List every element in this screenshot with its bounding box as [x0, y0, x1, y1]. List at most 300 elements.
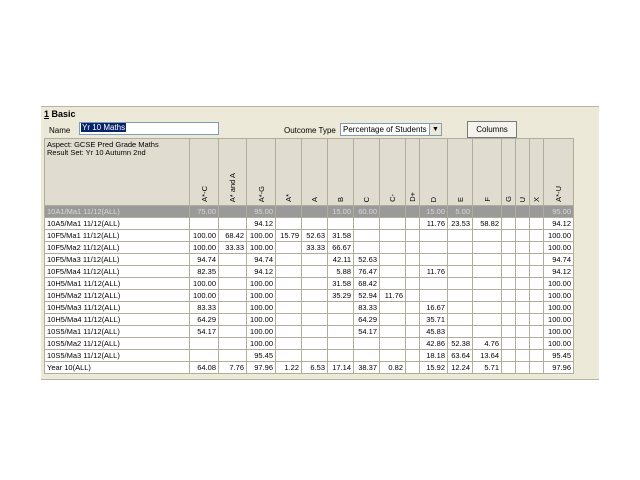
table-cell: [219, 218, 247, 230]
table-cell: [380, 278, 406, 290]
table-cell: [516, 230, 530, 242]
table-cell: [302, 314, 328, 326]
table-cell: [406, 206, 420, 218]
table-cell: 64.29: [354, 314, 380, 326]
panel-title: [44, 109, 76, 119]
table-row[interactable]: [45, 278, 574, 290]
table-cell: [380, 230, 406, 242]
table-cell: [530, 266, 544, 278]
row-label: 10A5/Ma1 11/12(ALL): [45, 218, 190, 230]
table-cell: [328, 338, 354, 350]
table-cell: [406, 314, 420, 326]
table-cell: [190, 218, 219, 230]
table-cell: [502, 266, 516, 278]
table-cell: [406, 218, 420, 230]
row-label: 10H5/Ma1 11/12(ALL): [45, 278, 190, 290]
table-cell: [530, 278, 544, 290]
table-cell: [328, 314, 354, 326]
table-row[interactable]: [45, 266, 574, 278]
table-cell: [380, 254, 406, 266]
table-cell: [380, 266, 406, 278]
table-cell: [406, 350, 420, 362]
table-cell: [354, 230, 380, 242]
table-cell: [406, 362, 420, 374]
table-cell: 17.14: [328, 362, 354, 374]
table-cell: 100.00: [190, 242, 219, 254]
table-cell: [530, 230, 544, 242]
table-cell: [448, 290, 473, 302]
table-cell: [406, 254, 420, 266]
table-cell: 35.71: [420, 314, 448, 326]
table-cell: 64.08: [190, 362, 219, 374]
table-cell: 97.96: [544, 362, 574, 374]
table-cell: 83.33: [354, 302, 380, 314]
table-cell: 94.74: [247, 254, 276, 266]
table-cell: 100.00: [544, 242, 574, 254]
table-cell: 11.76: [380, 290, 406, 302]
table-cell: [276, 218, 302, 230]
table-cell: 100.00: [544, 278, 574, 290]
table-cell: [302, 350, 328, 362]
column-header-label: A*-U: [554, 186, 563, 202]
table-cell: [516, 302, 530, 314]
outcome-type-select[interactable]: [340, 123, 442, 136]
table-cell: [380, 242, 406, 254]
table-cell: 94.12: [247, 218, 276, 230]
table-cell: 33.33: [219, 242, 247, 254]
column-header-label: A: [310, 196, 319, 202]
table-cell: [502, 242, 516, 254]
table-cell: 100.00: [544, 314, 574, 326]
table-cell: [276, 314, 302, 326]
table-cell: [516, 350, 530, 362]
column-header-label: A*-G: [256, 185, 266, 202]
table-cell: 11.76: [420, 266, 448, 278]
name-input-value: Yr 10 Maths: [82, 123, 126, 132]
row-label: 10A1/Ma1 11/12(ALL): [45, 206, 190, 218]
table-cell: 100.00: [247, 314, 276, 326]
table-cell: [219, 206, 247, 218]
table-cell: [530, 254, 544, 266]
table-cell: 5.00: [448, 206, 473, 218]
table-cell: [448, 230, 473, 242]
table-cell: 42.86: [420, 338, 448, 350]
table-cell: [530, 206, 544, 218]
table-cell: [219, 278, 247, 290]
row-label: 10S5/Ma3 11/12(ALL): [45, 350, 190, 362]
row-label: 10S5/Ma1 11/12(ALL): [45, 326, 190, 338]
table-cell: [530, 326, 544, 338]
column-header-label: F: [482, 197, 492, 202]
table-cell: 58.82: [473, 218, 502, 230]
table-cell: [448, 266, 473, 278]
table-cell: [328, 350, 354, 362]
table-cell: 31.58: [328, 230, 354, 242]
column-header[interactable]: [276, 139, 302, 206]
table-cell: 60.00: [354, 206, 380, 218]
row-label: 10F5/Ma4 11/12(ALL): [45, 266, 190, 278]
table-cell: 68.42: [219, 230, 247, 242]
table-cell: 45.83: [420, 326, 448, 338]
table-cell: [380, 338, 406, 350]
column-header[interactable]: [328, 139, 354, 206]
table-cell: [354, 218, 380, 230]
outcome-type-label: Outcome Type: [284, 126, 336, 135]
table-row[interactable]: [45, 290, 574, 302]
table-cell: [219, 326, 247, 338]
table-cell: [406, 326, 420, 338]
table-cell: 52.63: [302, 230, 328, 242]
table-cell: [302, 290, 328, 302]
table-row[interactable]: [45, 206, 574, 218]
row-label: 10F5/Ma1 11/12(ALL): [45, 230, 190, 242]
table-cell: [473, 314, 502, 326]
dropdown-arrow-icon[interactable]: ▼: [429, 124, 441, 135]
table-cell: [276, 290, 302, 302]
table-cell: [448, 326, 473, 338]
table-cell: 66.67: [328, 242, 354, 254]
table-cell: [190, 338, 219, 350]
row-label: 10H5/Ma3 11/12(ALL): [45, 302, 190, 314]
table-cell: 94.12: [544, 218, 574, 230]
table-cell: 7.76: [219, 362, 247, 374]
table-cell: [354, 338, 380, 350]
table-cell: 100.00: [190, 230, 219, 242]
table-row[interactable]: [45, 338, 574, 350]
total-row[interactable]: [45, 362, 574, 374]
table-cell: 100.00: [544, 338, 574, 350]
table-cell: [530, 242, 544, 254]
table-cell: 82.35: [190, 266, 219, 278]
table-cell: [302, 218, 328, 230]
table-cell: [502, 314, 516, 326]
table-row[interactable]: [45, 242, 574, 254]
table-cell: [406, 266, 420, 278]
panel-number: 1: [44, 109, 50, 119]
column-header[interactable]: [473, 139, 502, 206]
table-cell: [516, 206, 530, 218]
table-cell: [276, 302, 302, 314]
table-cell: [448, 278, 473, 290]
table-cell: 100.00: [190, 278, 219, 290]
table-cell: [302, 338, 328, 350]
table-cell: [380, 326, 406, 338]
table-cell: [328, 302, 354, 314]
table-cell: [276, 326, 302, 338]
table-cell: [530, 290, 544, 302]
table-cell: 11.76: [420, 218, 448, 230]
table-cell: [219, 290, 247, 302]
table-cell: [502, 362, 516, 374]
column-header[interactable]: [380, 139, 406, 206]
table-cell: [219, 266, 247, 278]
results-grid[interactable]: [44, 138, 599, 379]
column-header-label: D+: [408, 192, 417, 202]
table-cell: [302, 254, 328, 266]
table-cell: [276, 350, 302, 362]
table-cell: [516, 254, 530, 266]
table-cell: 94.12: [544, 266, 574, 278]
table-cell: 52.94: [354, 290, 380, 302]
column-header-label: A*-C: [199, 186, 209, 202]
table-cell: [516, 314, 530, 326]
column-header[interactable]: [247, 139, 276, 206]
table-cell: 15.79: [276, 230, 302, 242]
table-cell: [448, 302, 473, 314]
panel-title-text: Basic: [51, 109, 76, 119]
table-cell: [473, 278, 502, 290]
table-cell: [473, 242, 502, 254]
column-header-label: C: [362, 196, 371, 202]
table-cell: [516, 266, 530, 278]
column-header-label: G: [504, 196, 513, 202]
table-cell: [276, 242, 302, 254]
column-header[interactable]: [516, 139, 530, 206]
column-header[interactable]: [420, 139, 448, 206]
table-cell: [328, 326, 354, 338]
table-cell: 68.42: [354, 278, 380, 290]
table-cell: [406, 302, 420, 314]
table-cell: [420, 242, 448, 254]
table-cell: 0.82: [380, 362, 406, 374]
column-header[interactable]: [190, 139, 219, 206]
column-header[interactable]: [448, 139, 473, 206]
column-header[interactable]: [219, 139, 247, 206]
table-cell: [302, 266, 328, 278]
column-header[interactable]: [530, 139, 544, 206]
table-cell: 5.71: [473, 362, 502, 374]
table-cell: [190, 350, 219, 362]
table-row[interactable]: [45, 302, 574, 314]
table-cell: 100.00: [247, 230, 276, 242]
table-cell: 100.00: [247, 278, 276, 290]
column-header[interactable]: [502, 139, 516, 206]
table-cell: [502, 302, 516, 314]
table-cell: 100.00: [247, 290, 276, 302]
table-cell: [473, 206, 502, 218]
table-cell: 100.00: [247, 242, 276, 254]
table-cell: [276, 254, 302, 266]
table-cell: [276, 206, 302, 218]
table-cell: 4.76: [473, 338, 502, 350]
table-cell: [276, 266, 302, 278]
table-cell: 54.17: [190, 326, 219, 338]
column-header-label: X: [532, 196, 541, 202]
table-cell: 100.00: [544, 290, 574, 302]
table-cell: [516, 290, 530, 302]
row-label: 10S5/Ma2 11/12(ALL): [45, 338, 190, 350]
outcome-type-value: Percentage of Students: [343, 125, 427, 134]
table-cell: 35.29: [328, 290, 354, 302]
table-cell: [420, 254, 448, 266]
table-row[interactable]: [45, 230, 574, 242]
result-set-label: Result Set: Yr 10 Autumn 2nd: [47, 148, 146, 157]
table-cell: [502, 254, 516, 266]
table-cell: 23.53: [448, 218, 473, 230]
table-cell: [380, 314, 406, 326]
table-cell: 15.00: [328, 206, 354, 218]
table-cell: [420, 230, 448, 242]
table-row[interactable]: [45, 314, 574, 326]
table-cell: 100.00: [247, 326, 276, 338]
column-header[interactable]: [354, 139, 380, 206]
table-cell: [380, 302, 406, 314]
table-cell: 83.33: [190, 302, 219, 314]
table-cell: [516, 278, 530, 290]
table-cell: 100.00: [544, 302, 574, 314]
row-label: 10H5/Ma2 11/12(ALL): [45, 290, 190, 302]
table-cell: [502, 206, 516, 218]
table-cell: 64.29: [190, 314, 219, 326]
results-table: [44, 138, 574, 374]
table-cell: [448, 254, 473, 266]
table-row[interactable]: [45, 218, 574, 230]
column-header-label: B: [336, 196, 345, 202]
table-row[interactable]: [45, 254, 574, 266]
table-cell: [516, 362, 530, 374]
table-cell: [473, 230, 502, 242]
columns-button[interactable]: Columns: [467, 121, 517, 138]
table-cell: 75.00: [190, 206, 219, 218]
table-cell: 94.74: [544, 254, 574, 266]
table-cell: 94.74: [190, 254, 219, 266]
table-cell: [219, 350, 247, 362]
table-cell: [473, 290, 502, 302]
table-cell: [473, 254, 502, 266]
name-label: Name: [49, 126, 71, 135]
column-header[interactable]: [406, 139, 420, 206]
table-cell: [530, 218, 544, 230]
table-cell: 15.00: [420, 206, 448, 218]
table-cell: [219, 314, 247, 326]
column-header-label: E: [455, 196, 465, 202]
table-cell: [530, 338, 544, 350]
table-cell: [448, 314, 473, 326]
column-header-label: C-: [388, 194, 397, 202]
table-cell: [473, 326, 502, 338]
table-cell: [502, 218, 516, 230]
table-cell: [406, 338, 420, 350]
table-cell: 95.00: [544, 206, 574, 218]
table-cell: 18.18: [420, 350, 448, 362]
table-cell: [276, 278, 302, 290]
row-label: 10F5/Ma3 11/12(ALL): [45, 254, 190, 266]
table-cell: 100.00: [247, 338, 276, 350]
table-cell: 6.53: [302, 362, 328, 374]
table-cell: [406, 230, 420, 242]
table-cell: 97.96: [247, 362, 276, 374]
table-cell: 94.12: [247, 266, 276, 278]
table-cell: [516, 218, 530, 230]
table-cell: [502, 290, 516, 302]
table-cell: [276, 338, 302, 350]
grid-corner-header: [45, 139, 190, 206]
table-cell: [516, 326, 530, 338]
table-cell: [516, 242, 530, 254]
table-cell: [302, 326, 328, 338]
table-cell: [420, 290, 448, 302]
table-cell: [354, 350, 380, 362]
table-cell: [380, 350, 406, 362]
table-cell: [530, 350, 544, 362]
table-cell: [380, 206, 406, 218]
table-cell: [448, 242, 473, 254]
table-cell: 63.64: [448, 350, 473, 362]
table-cell: 100.00: [247, 302, 276, 314]
table-cell: [328, 218, 354, 230]
table-cell: [219, 338, 247, 350]
table-cell: [406, 278, 420, 290]
table-cell: [354, 242, 380, 254]
table-cell: 38.37: [354, 362, 380, 374]
table-cell: 31.58: [328, 278, 354, 290]
table-cell: 42.11: [328, 254, 354, 266]
table-cell: 100.00: [190, 290, 219, 302]
table-cell: [516, 338, 530, 350]
row-label: 10H5/Ma4 11/12(ALL): [45, 314, 190, 326]
column-header-label: A* and A: [228, 172, 237, 202]
table-cell: 54.17: [354, 326, 380, 338]
basic-panel: [41, 106, 599, 380]
table-cell: [219, 254, 247, 266]
table-cell: [302, 302, 328, 314]
table-cell: 33.33: [302, 242, 328, 254]
table-cell: [302, 206, 328, 218]
table-cell: 95.45: [247, 350, 276, 362]
table-cell: 16.67: [420, 302, 448, 314]
table-cell: 76.47: [354, 266, 380, 278]
row-label: Year 10(ALL): [45, 362, 190, 374]
table-cell: [473, 302, 502, 314]
table-cell: 52.63: [354, 254, 380, 266]
table-cell: [380, 218, 406, 230]
table-cell: [406, 242, 420, 254]
aspect-label: Aspect: GCSE Pred Grade Maths: [47, 140, 159, 149]
column-header-label: D: [429, 196, 438, 202]
table-cell: [219, 302, 247, 314]
table-cell: 5.88: [328, 266, 354, 278]
table-cell: [302, 278, 328, 290]
table-cell: [502, 338, 516, 350]
name-input[interactable]: [79, 122, 219, 135]
column-header[interactable]: [544, 139, 574, 206]
table-cell: 100.00: [544, 326, 574, 338]
table-cell: 1.22: [276, 362, 302, 374]
table-cell: [420, 278, 448, 290]
table-cell: [502, 326, 516, 338]
table-cell: 95.00: [247, 206, 276, 218]
table-row[interactable]: [45, 326, 574, 338]
table-cell: [502, 278, 516, 290]
table-cell: [530, 302, 544, 314]
table-cell: [530, 362, 544, 374]
column-header-label: U: [518, 196, 527, 202]
table-cell: [530, 314, 544, 326]
table-cell: 100.00: [544, 230, 574, 242]
table-cell: 12.24: [448, 362, 473, 374]
table-cell: [406, 290, 420, 302]
table-cell: [502, 350, 516, 362]
table-cell: 95.45: [544, 350, 574, 362]
table-cell: [502, 230, 516, 242]
row-label: 10F5/Ma2 11/12(ALL): [45, 242, 190, 254]
table-cell: 13.64: [473, 350, 502, 362]
table-cell: 15.92: [420, 362, 448, 374]
table-cell: 52.38: [448, 338, 473, 350]
column-header-label: A*: [284, 194, 293, 202]
column-header[interactable]: [302, 139, 328, 206]
table-row[interactable]: [45, 350, 574, 362]
